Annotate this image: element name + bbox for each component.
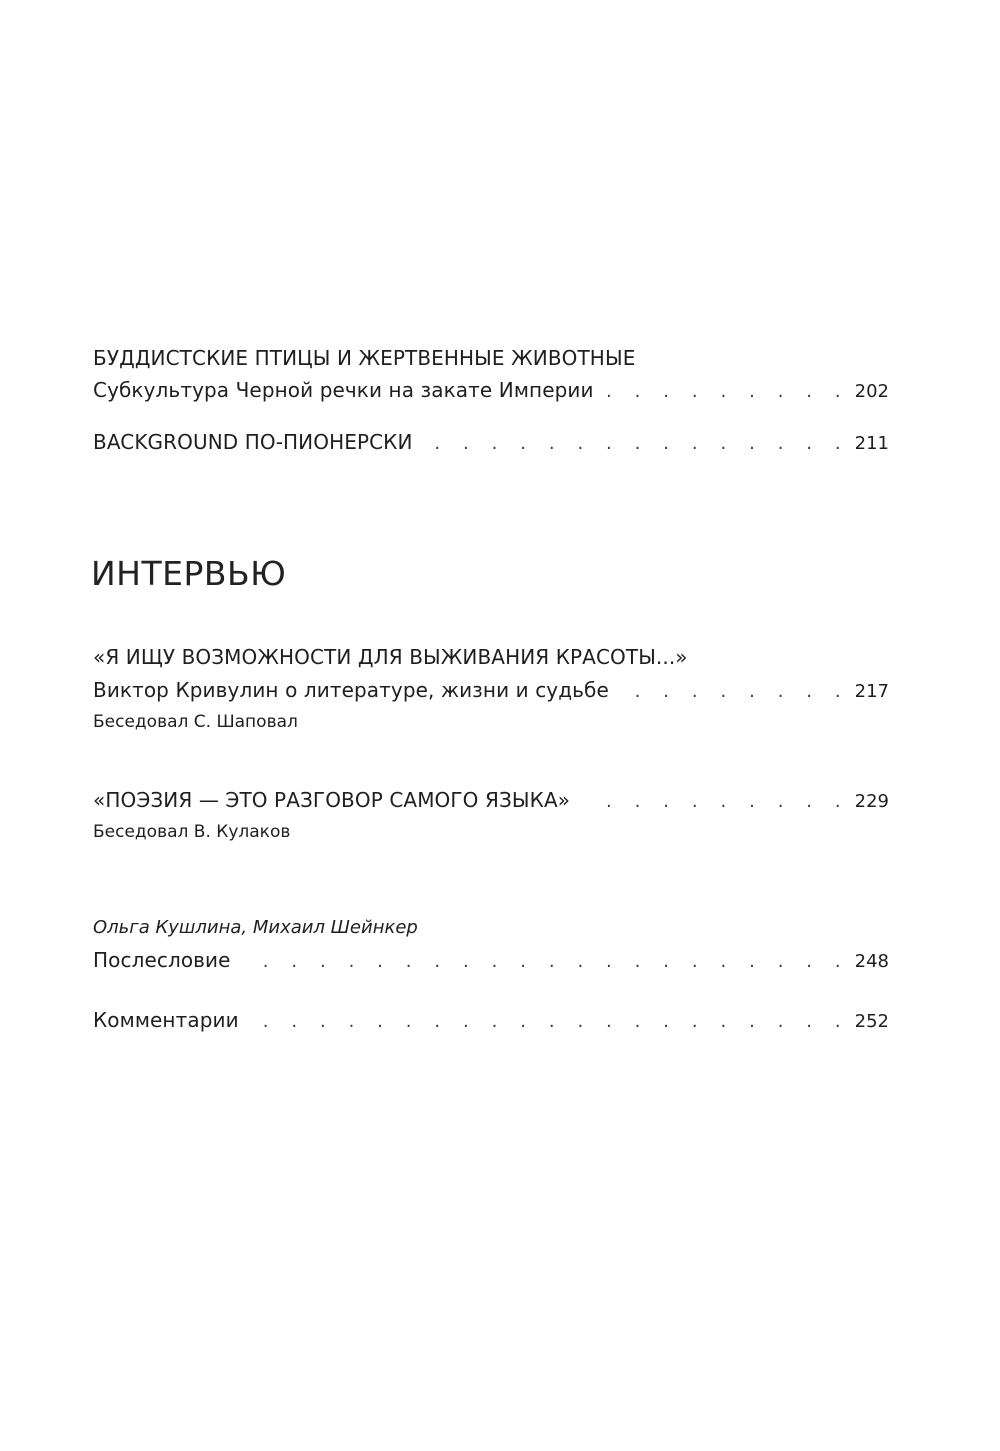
dot-leader — [427, 433, 841, 454]
toc-entry-poetry[interactable] — [93, 788, 889, 812]
toc-entry-buddhist-subtitle[interactable] — [93, 378, 889, 402]
page-number: 229 — [854, 791, 889, 812]
entry-title: Комментарии — [93, 1008, 239, 1032]
dot-leader — [623, 681, 841, 702]
toc-entry-poetry-interviewer — [93, 822, 889, 842]
dot-leader — [584, 791, 841, 812]
page-number: 252 — [854, 1011, 889, 1032]
entry-title: BACKGROUND ПО-ПИОНЕРСКИ — [93, 430, 413, 454]
page-number: 248 — [854, 951, 889, 972]
toc-entry-afterword[interactable] — [93, 948, 889, 972]
dot-leader — [245, 951, 841, 972]
toc-entry-comments[interactable] — [93, 1008, 889, 1032]
dot-leader — [253, 1011, 841, 1032]
page-number: 211 — [854, 433, 889, 454]
page-number: 202 — [854, 381, 889, 402]
toc-entry-krivulin-subtitle[interactable] — [93, 678, 889, 702]
entry-subtitle: Виктор Кривулин о литературе, жизни и судьбе — [93, 678, 609, 702]
entry-title: Послесловие — [93, 948, 231, 972]
entry-subtitle: Субкультура Черной речки на закате Империи — [93, 378, 594, 402]
author-names: Ольга Кушлина, Михаил Шейнкер — [93, 917, 418, 938]
toc-entry-afterword-authors — [93, 917, 889, 938]
page-number: 217 — [854, 681, 889, 702]
entry-title: «Я ИЩУ ВОЗМОЖНОСТИ ДЛЯ ВЫЖИВАНИЯ КРАСОТЫ...» — [93, 645, 688, 669]
entry-title: «ПОЭЗИЯ — ЭТО РАЗГОВОР САМОГО ЯЗЫКА» — [93, 788, 571, 812]
toc-entry-krivulin-title — [93, 645, 889, 669]
section-heading-interview: ИНТЕРВЬЮ — [91, 554, 287, 593]
interviewer-credit: Беседовал В. Кулаков — [93, 822, 291, 842]
entry-title: БУДДИСТСКИЕ ПТИЦЫ И ЖЕРТВЕННЫЕ ЖИВОТНЫЕ — [93, 346, 636, 370]
interviewer-credit: Беседовал С. Шаповал — [93, 712, 298, 732]
dot-leader — [608, 381, 841, 402]
toc-entry-buddhist-title — [93, 346, 889, 370]
toc-entry-background[interactable] — [93, 430, 889, 454]
toc-entry-krivulin-interviewer — [93, 712, 889, 732]
